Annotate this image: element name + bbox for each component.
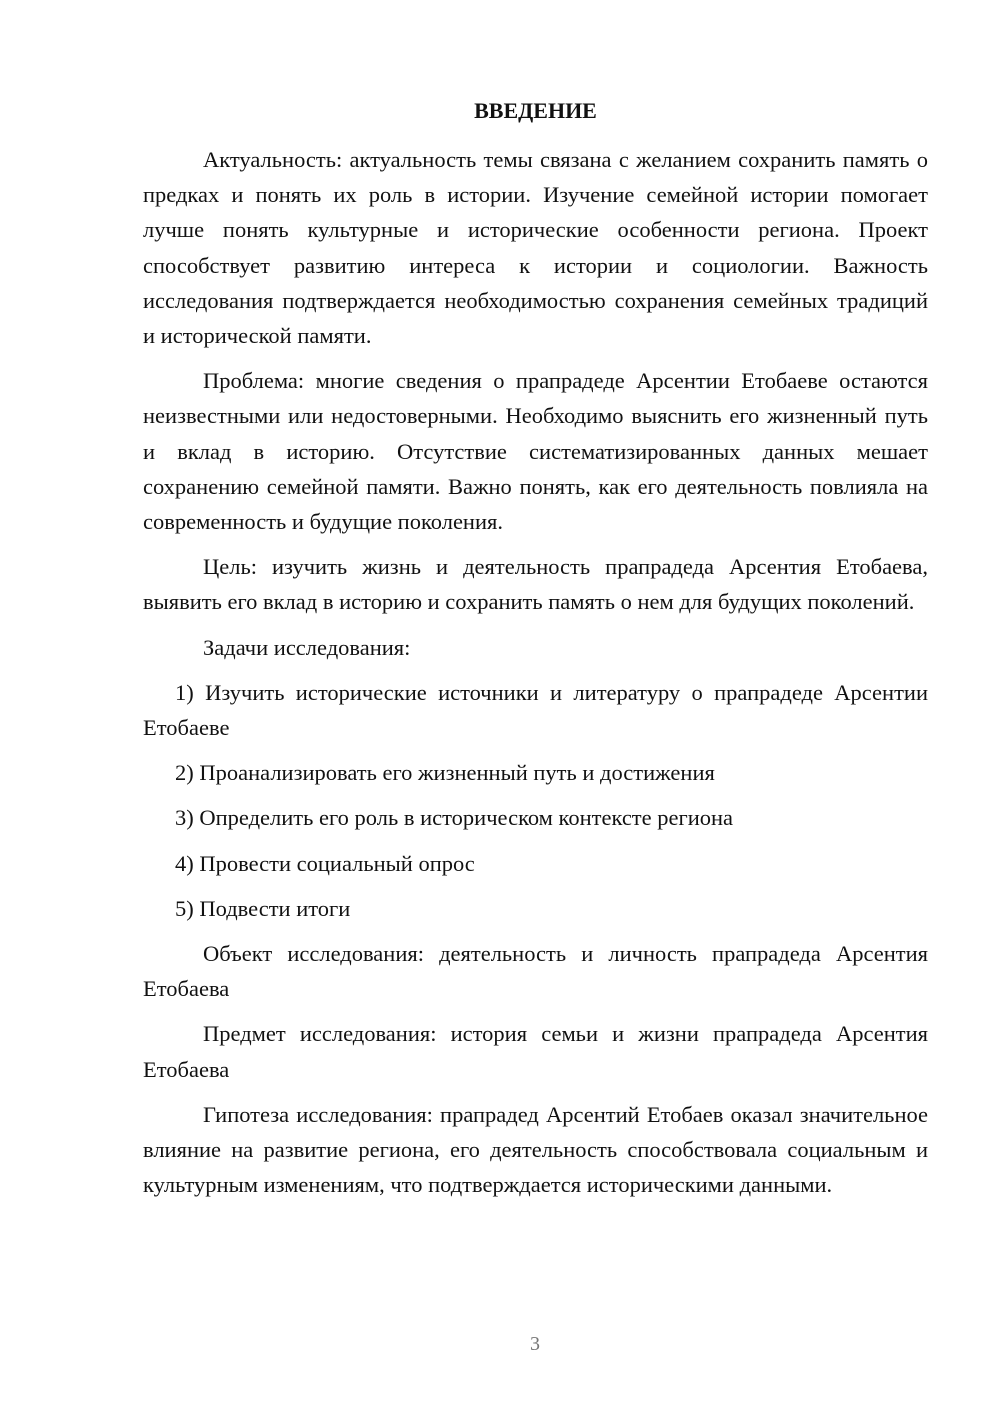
page-number: 3 (530, 1333, 540, 1355)
paragraph-problem: Проблема: многие сведения о прапрадеде Арсентии Етобаеве остаются неизвестными или недостоверными. Необходимо выяснить его жизненный путь и вклад в историю. Отсутствие систематизированных данных мешает сохранению семейной памяти. Важно понять, как его деятельность повлияла на современность и будущие поколения. (143, 368, 928, 535)
tasks-heading: Задачи исследования: (203, 634, 411, 660)
page-title: ВВЕДЕНИЕ (474, 98, 597, 123)
paragraph-object: Объект исследования: деятельность и личность прапрадеда Арсентия Етобаева (143, 941, 928, 1002)
task-item-5: 5) Подвести итоги (175, 895, 351, 921)
paragraph-relevance: Актуальность: актуальность темы связана с желанием сохранить память о предках и понять их роль в истории. Изучение семейной истории помогает лучше понять культурные и исторические особенности региона. Проект способствует развитию интереса к истории и социологии. Важность исследования подтверждается необходимостью сохранения семейных традиций и исторической памяти. (143, 147, 928, 349)
page-content (143, 94, 928, 1212)
paragraph-hypothesis: Гипотеза исследования: прапрадед Арсентий Етобаев оказал значительное влияние на развитие региона, его деятельность способствовала социальным и культурным изменениям, что подтверждается историческими данными. (143, 1101, 928, 1198)
task-item-3: 3) Определить его роль в историческом контексте региона (175, 805, 734, 831)
task-item-2: 2) Проанализировать его жизненный путь и достижения (175, 760, 715, 786)
task-item-1: 1) Изучить исторические источники и литературу о прапрадеде Арсентии Етобаеве (143, 679, 928, 741)
paragraph-subject: Предмет исследования: история семьи и жизни прапрадеда Арсентия Етобаева (143, 1021, 928, 1082)
task-item-4: 4) Провести социальный опрос (175, 850, 475, 876)
paragraph-goal: Цель: изучить жизнь и деятельность прапрадеда Арсентия Етобаева, выявить его вклад в историю и сохранить память о нем для будущих поколений. (143, 554, 928, 615)
